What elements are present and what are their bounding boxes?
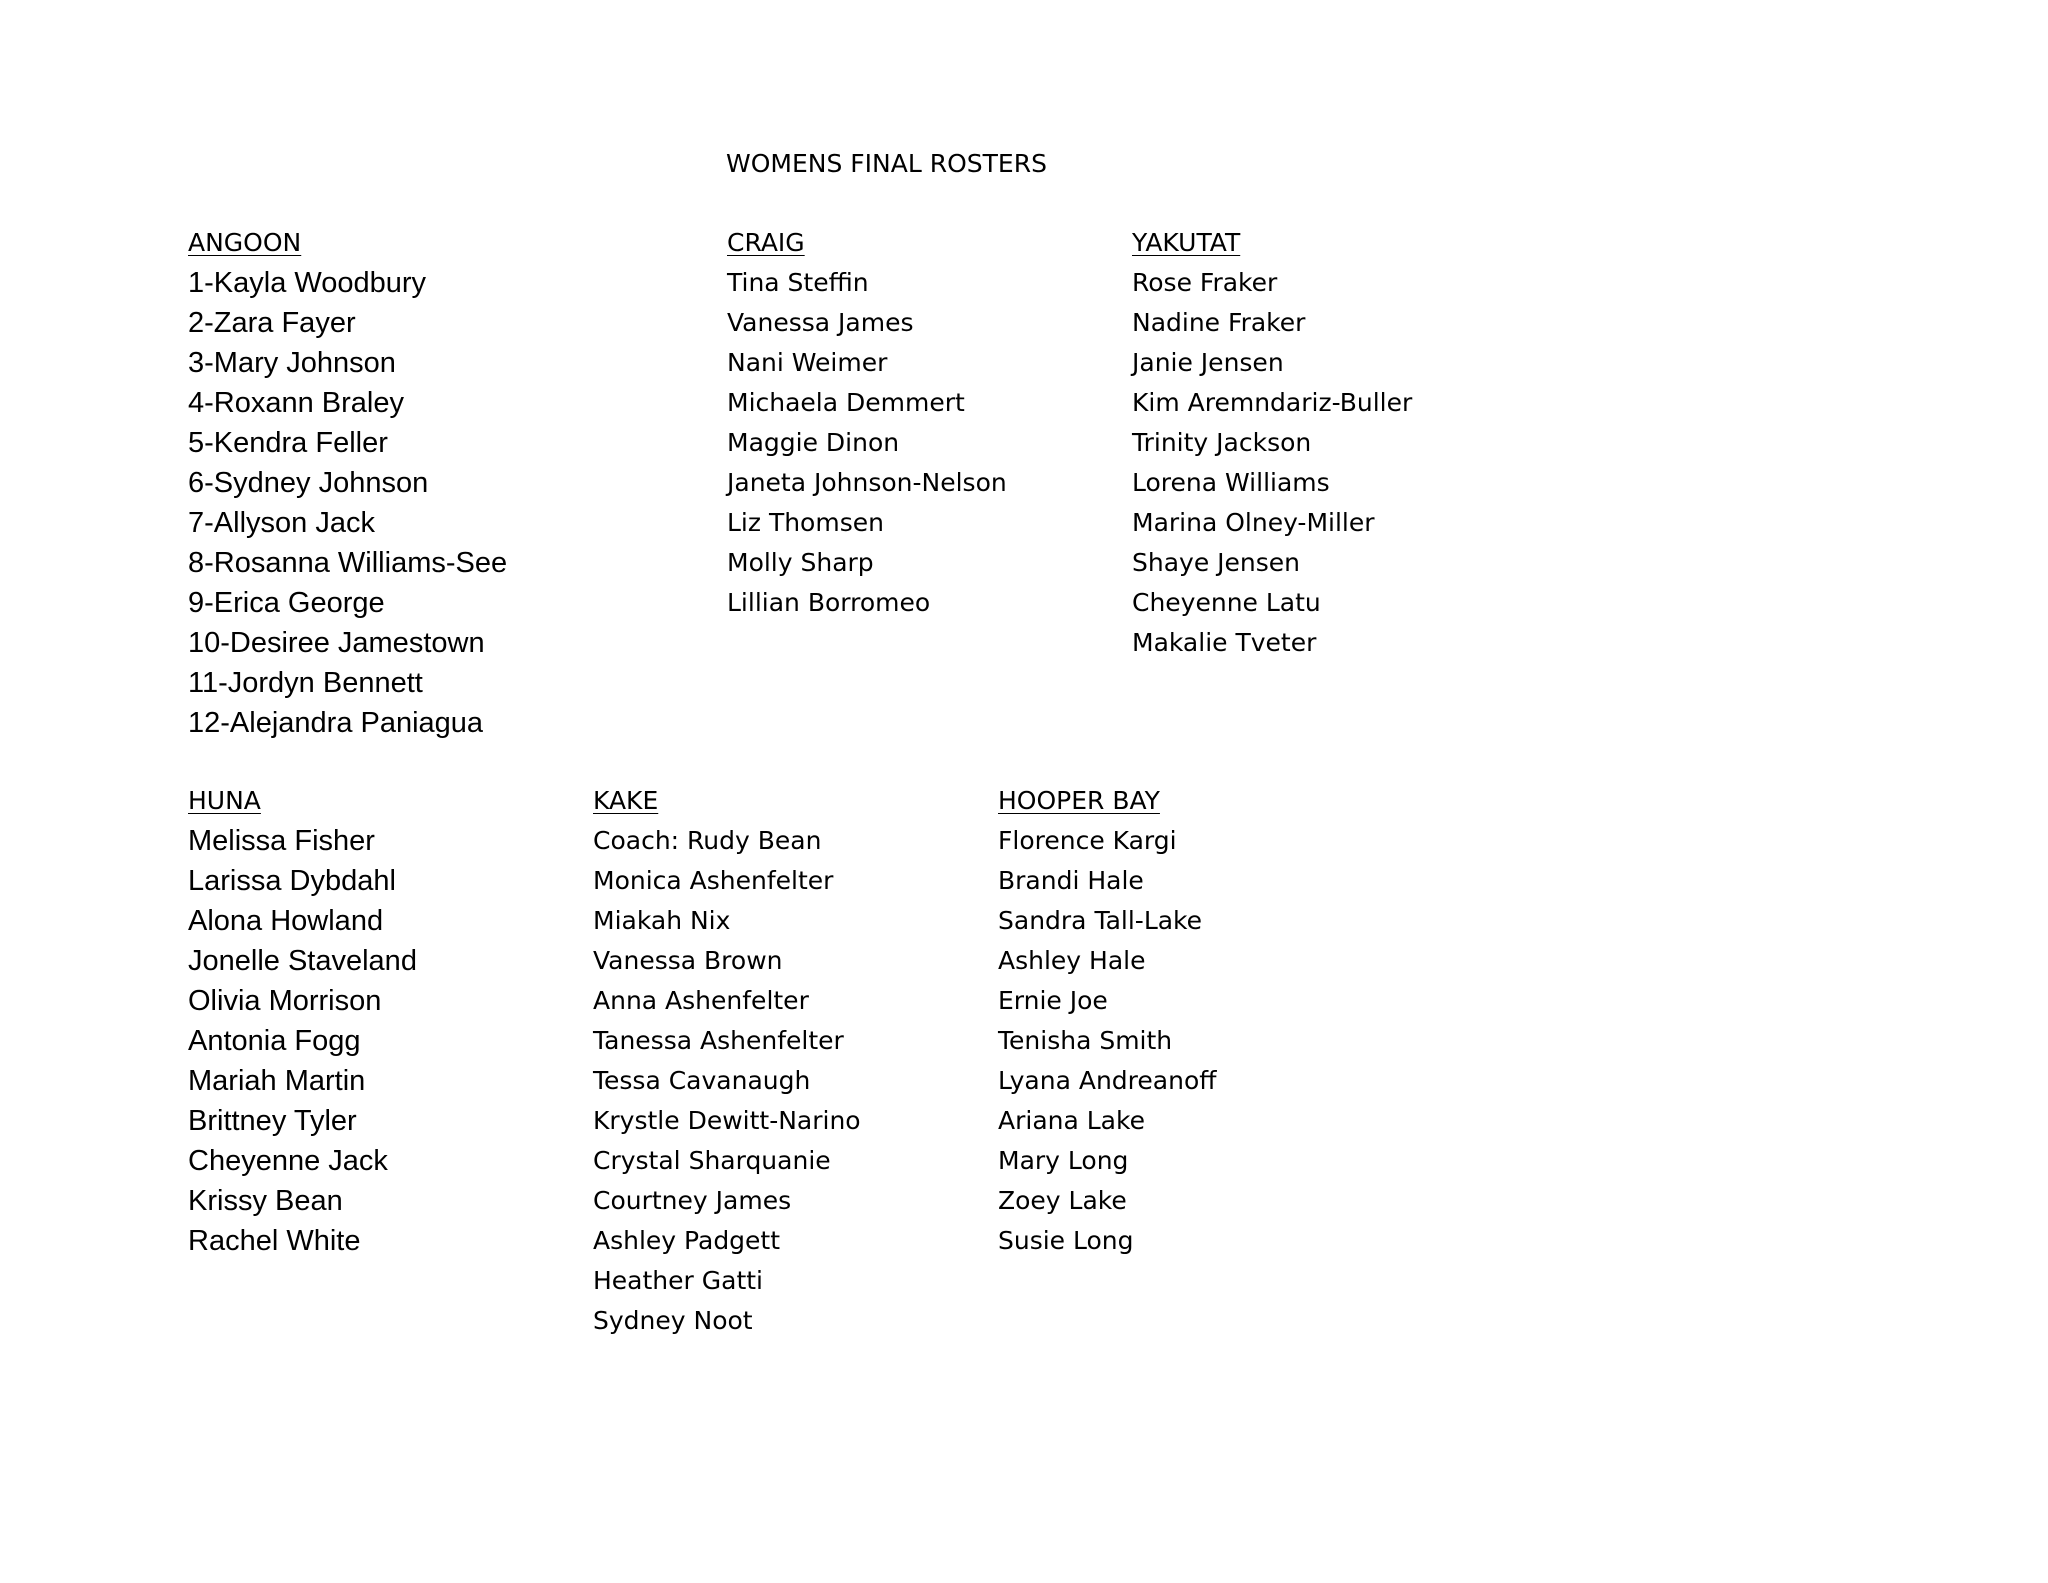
roster-player: Molly Sharp [727, 548, 874, 577]
roster-player: 11-Jordyn Bennett [188, 667, 423, 699]
roster-player: Courtney James [593, 1186, 792, 1215]
roster-player: Maggie Dinon [727, 428, 900, 457]
roster-player: Antonia Fogg [188, 1025, 361, 1057]
roster-player: Mariah Martin [188, 1065, 366, 1097]
roster-player: Marina Olney-Miller [1132, 508, 1375, 537]
roster-player: Miakah Nix [593, 906, 731, 935]
team-name: KAKE [593, 786, 659, 815]
roster-player: Heather Gatti [593, 1266, 763, 1295]
roster-player: Tanessa Ashenfelter [593, 1026, 844, 1055]
roster-player: 12-Alejandra Paniagua [188, 707, 484, 739]
team-huna [188, 781, 417, 1261]
roster-player: 4-Roxann Braley [188, 387, 404, 419]
roster-list [188, 821, 417, 1261]
roster-player: Makalie Tveter [1132, 628, 1317, 657]
team-yakutat [1132, 223, 1412, 663]
team-name: HOOPER BAY [998, 786, 1160, 815]
roster-player: Lorena Williams [1132, 468, 1330, 497]
roster-list [727, 263, 1007, 623]
roster-player: Melissa Fisher [188, 825, 375, 857]
page-title: WOMENS FINAL ROSTERS [726, 149, 1047, 178]
roster-player: 3-Mary Johnson [188, 347, 396, 379]
roster-player: Kim Aremndariz-Buller [1132, 388, 1413, 417]
roster-player: Tina Steffin [727, 268, 869, 297]
roster-player: Krystle Dewitt-Narino [593, 1106, 861, 1135]
team-name: CRAIG [727, 228, 805, 257]
roster-player: Sydney Noot [593, 1306, 753, 1335]
roster-player: Lillian Borromeo [727, 588, 931, 617]
roster-player: Shaye Jensen [1132, 548, 1301, 577]
roster-player: Ernie Joe [998, 986, 1108, 1015]
roster-player: Janie Jensen [1132, 348, 1284, 377]
roster-player: Brittney Tyler [188, 1105, 357, 1137]
team-hooper-bay [998, 781, 1216, 1261]
roster-player: Vanessa Brown [593, 946, 783, 975]
roster-player: Nani Weimer [727, 348, 888, 377]
roster-player: Lyana Andreanoff [998, 1066, 1217, 1095]
roster-list [1132, 263, 1412, 663]
roster-player: Florence Kargi [998, 826, 1177, 855]
roster-player: Tessa Cavanaugh [593, 1066, 811, 1095]
roster-player: Trinity Jackson [1132, 428, 1312, 457]
roster-player: 1-Kayla Woodbury [188, 267, 427, 299]
roster-player: 6-Sydney Johnson [188, 467, 429, 499]
roster-player: 7-Allyson Jack [188, 507, 375, 539]
roster-list [998, 821, 1216, 1261]
roster-player: Olivia Morrison [188, 985, 382, 1017]
roster-player: Anna Ashenfelter [593, 986, 809, 1015]
roster-list [593, 821, 861, 1341]
roster-player: Ariana Lake [998, 1106, 1145, 1135]
team-name: HUNA [188, 786, 261, 815]
roster-player: 8-Rosanna Williams-See [188, 547, 508, 579]
roster-player: Ashley Hale [998, 946, 1146, 975]
roster-player: Larissa Dybdahl [188, 865, 396, 897]
roster-player: Jonelle Staveland [188, 945, 417, 977]
team-name: ANGOON [188, 228, 302, 257]
roster-player: Rachel White [188, 1225, 361, 1257]
roster-player: Liz Thomsen [727, 508, 884, 537]
roster-player: Susie Long [998, 1226, 1134, 1255]
roster-player: 9-Erica George [188, 587, 385, 619]
team-craig [727, 223, 1007, 623]
roster-player: Ashley Padgett [593, 1226, 781, 1255]
roster-player: 10-Desiree Jamestown [188, 627, 485, 659]
team-kake [593, 781, 861, 1341]
roster-player: Mary Long [998, 1146, 1129, 1175]
roster-player: 5-Kendra Feller [188, 427, 388, 459]
roster-player: Sandra Tall-Lake [998, 906, 1203, 935]
roster-player: Zoey Lake [998, 1186, 1127, 1215]
roster-player: Tenisha Smith [998, 1026, 1173, 1055]
team-name: YAKUTAT [1132, 228, 1241, 257]
roster-player: Brandi Hale [998, 866, 1144, 895]
roster-list [188, 263, 507, 743]
roster-player: Cheyenne Latu [1132, 588, 1321, 617]
roster-player: Janeta Johnson-Nelson [727, 468, 1007, 497]
roster-player: Crystal Sharquanie [593, 1146, 831, 1175]
roster-player: Michaela Demmert [727, 388, 965, 417]
roster-player: Nadine Fraker [1132, 308, 1306, 337]
roster-player: 2-Zara Fayer [188, 307, 356, 339]
roster-player: Cheyenne Jack [188, 1145, 388, 1177]
roster-player: Rose Fraker [1132, 268, 1278, 297]
roster-player: Vanessa James [727, 308, 914, 337]
roster-player: Krissy Bean [188, 1185, 343, 1217]
roster-player: Alona Howland [188, 905, 384, 937]
roster-player: Coach: Rudy Bean [593, 826, 822, 855]
team-angoon [188, 223, 507, 743]
roster-player: Monica Ashenfelter [593, 866, 834, 895]
